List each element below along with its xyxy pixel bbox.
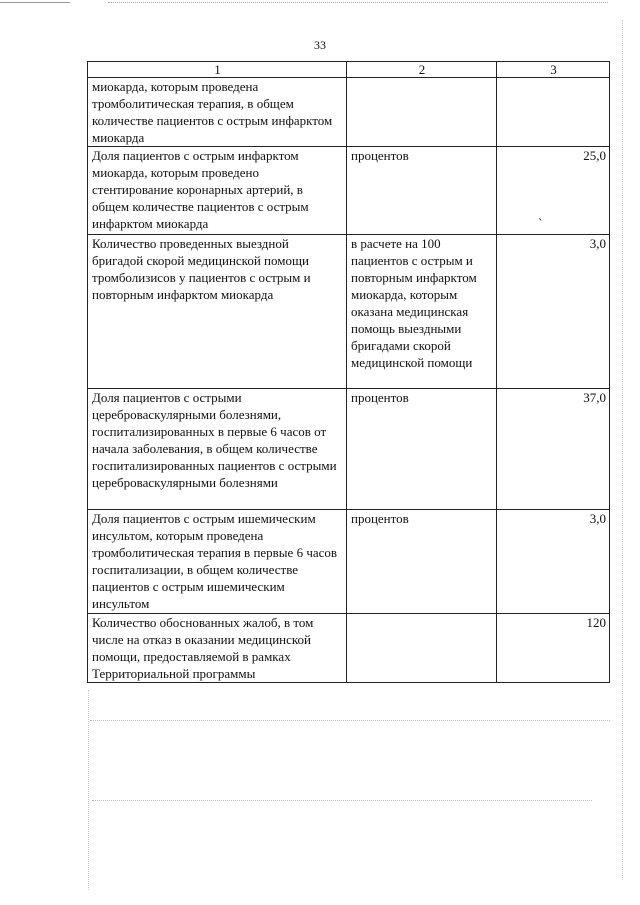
table-row: [88, 78, 610, 147]
indicator-cell: Количество обоснованных жалоб, в том числе на отказ в оказании медицинской помощи, предоставляемой в рамках Территориальной программы: [88, 614, 347, 683]
scan-edge-line: [108, 2, 608, 3]
scan-artifact: [622, 20, 623, 880]
scan-artifact: [90, 720, 610, 721]
table-row: [88, 147, 610, 235]
table-row: [88, 389, 610, 510]
value-cell: 3,0: [497, 510, 610, 614]
column-header: 3: [497, 62, 610, 78]
table-header-row: [88, 62, 610, 78]
table-row: [88, 235, 610, 389]
indicator-cell: Доля пациентов с острым ишемическим инсультом, которым проведена тромболитическая терапия в первые 6 часов госпитализации, в общем количестве пациентов с острым ишемическим инсультом: [88, 510, 347, 614]
unit-cell: [347, 78, 497, 147]
indicator-cell: Доля пациентов с острыми цереброваскулярными болезнями, госпитализированных в первые 6 часов от начала заболевания, в общем количестве госпитализированных пациентов с острыми цереброваскулярными болезнями: [88, 389, 347, 510]
pen-mark: ˎ: [538, 206, 543, 221]
value-cell: 25,0: [497, 147, 610, 235]
unit-cell: в расчете на 100 пациентов с острым и повторным инфарктом миокарда, которым оказана медицинская помощь выездными бригадами скорой медицинской помощи: [347, 235, 497, 389]
unit-cell: процентов: [347, 389, 497, 510]
table-row: [88, 614, 610, 683]
value-cell: [497, 78, 610, 147]
unit-cell: процентов: [347, 510, 497, 614]
scan-edge-line: [0, 2, 70, 3]
indicator-cell: Доля пациентов с острым инфарктом миокарда, которым проведено стентирование коронарных артерий, в общем количестве пациентов с острым инфарктом миокарда: [88, 147, 347, 235]
unit-cell: [347, 614, 497, 683]
value-cell: 3,0: [497, 235, 610, 389]
column-header: 2: [347, 62, 497, 78]
value-cell: 120: [497, 614, 610, 683]
column-header: 1: [88, 62, 347, 78]
table-row: [88, 510, 610, 614]
scan-artifact: [88, 690, 89, 890]
indicator-cell: миокарда, которым проведена тромболитическая терапия, в общем количестве пациентов с острым инфарктом миокарда: [88, 78, 347, 147]
unit-cell: процентов: [347, 147, 497, 235]
scan-artifact: [92, 800, 592, 801]
indicator-cell: Количество проведенных выездной бригадой скорой медицинской помощи тромболизисов у пациентов с острым и повторным инфарктом миокарда: [88, 235, 347, 389]
page-number: 33: [314, 38, 326, 52]
value-cell: 37,0: [497, 389, 610, 510]
indicators-table: [87, 61, 610, 683]
